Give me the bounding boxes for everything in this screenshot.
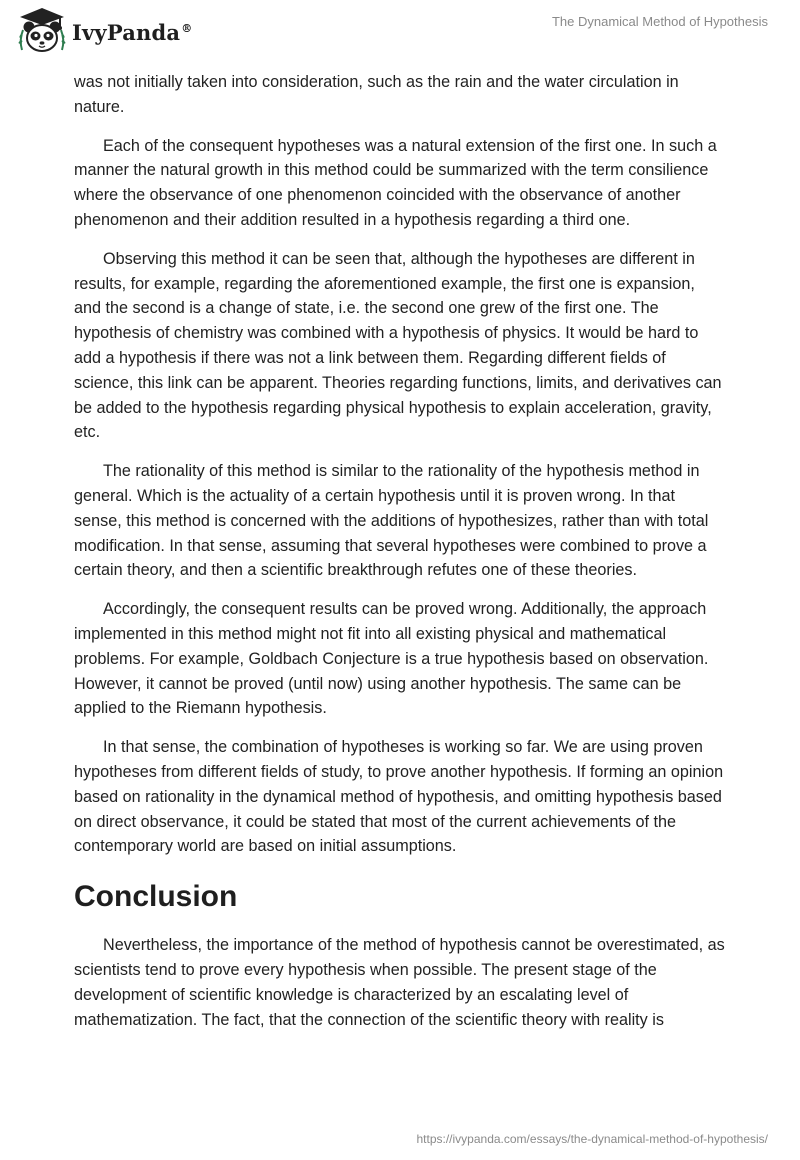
document-title: The Dynamical Method of Hypothesis	[551, 14, 768, 29]
panda-graduate-icon	[16, 6, 68, 56]
paragraph: Each of the consequent hypotheses was a natural extension of the first one. In such a manner the natural growth in this method could be summarized with the term consilience where the observance of one phenomenon coincided with the observance of another phenomenon and their addition resulted in a hypothesis regarding a third one.	[74, 136, 717, 229]
page-header	[0, 0, 800, 70]
essay-content	[74, 70, 726, 1046]
brand-name	[72, 20, 192, 45]
brand-logo[interactable]	[16, 6, 192, 56]
brand-name-text: IvyPanda	[72, 19, 181, 45]
paragraph: Accordingly, the consequent results can be proved wrong. Additionally, the approach implemented in this method might not fit into all existing physical and mathematical problems. For example, Goldbach Conjecture is a true hypothesis based on observation. However, it cannot be proved (until now) using another hypothesis. The same can be applied to the Riemann hypothesis.	[74, 600, 709, 718]
conclusion-paragraph: Nevertheless, the importance of the method of hypothesis cannot be overestimated, as scientists tend to prove every hypothesis when possible. The present stage of the development of scientific knowledge is characterized by an escalating level of mathematization. The fact, that the connection of the scientific theory with reality is	[74, 936, 725, 1029]
paragraph: The rationality of this method is similar to the rationality of the hypothesis method in general. Which is the actuality of a certain hypothesis until it is proven wrong. In that sense, this method is concerned with the additions of hypothesizes, rather than with total modification. In that sense, assuming that several hypotheses were combined to prove a certain theory, and then a scientific breakthrough refutes one of these theories.	[74, 462, 709, 580]
source-url[interactable]: https://ivypanda.com/essays/the-dynamical-method-of-hypothesis/	[416, 1132, 768, 1146]
paragraph-continued: was not initially taken into consideration, such as the rain and the water circulation in nature.	[74, 73, 679, 116]
registered-mark: ®	[181, 21, 193, 35]
conclusion-heading: Conclusion	[74, 880, 238, 914]
paragraph: Observing this method it can be seen that, although the hypotheses are different in results, for example, regarding the aforementioned example, the first one is expansion, and the second is a change of state, i.e. the second one grew of the first one. The hypothesis of chemistry was combined with a hypothesis of physics. It would be hard to add a hypothesis if there was not a link between them. Regarding different fields of science, this link can be apparent. Theories regarding functions, limits, and derivatives can be added to the hypothesis regarding physical hypothesis to explain acceleration, gravity, etc.	[74, 249, 722, 442]
paragraph: In that sense, the combination of hypotheses is working so far. We are using proven hypotheses from different fields of study, to prove another hypothesis. If forming an opinion based on rationality in the dynamical method of hypothesis, and omitting hypothesis based on direct observance, it could be stated that most of the current achievements of the contemporary world are based on initial assumptions.	[74, 738, 724, 856]
